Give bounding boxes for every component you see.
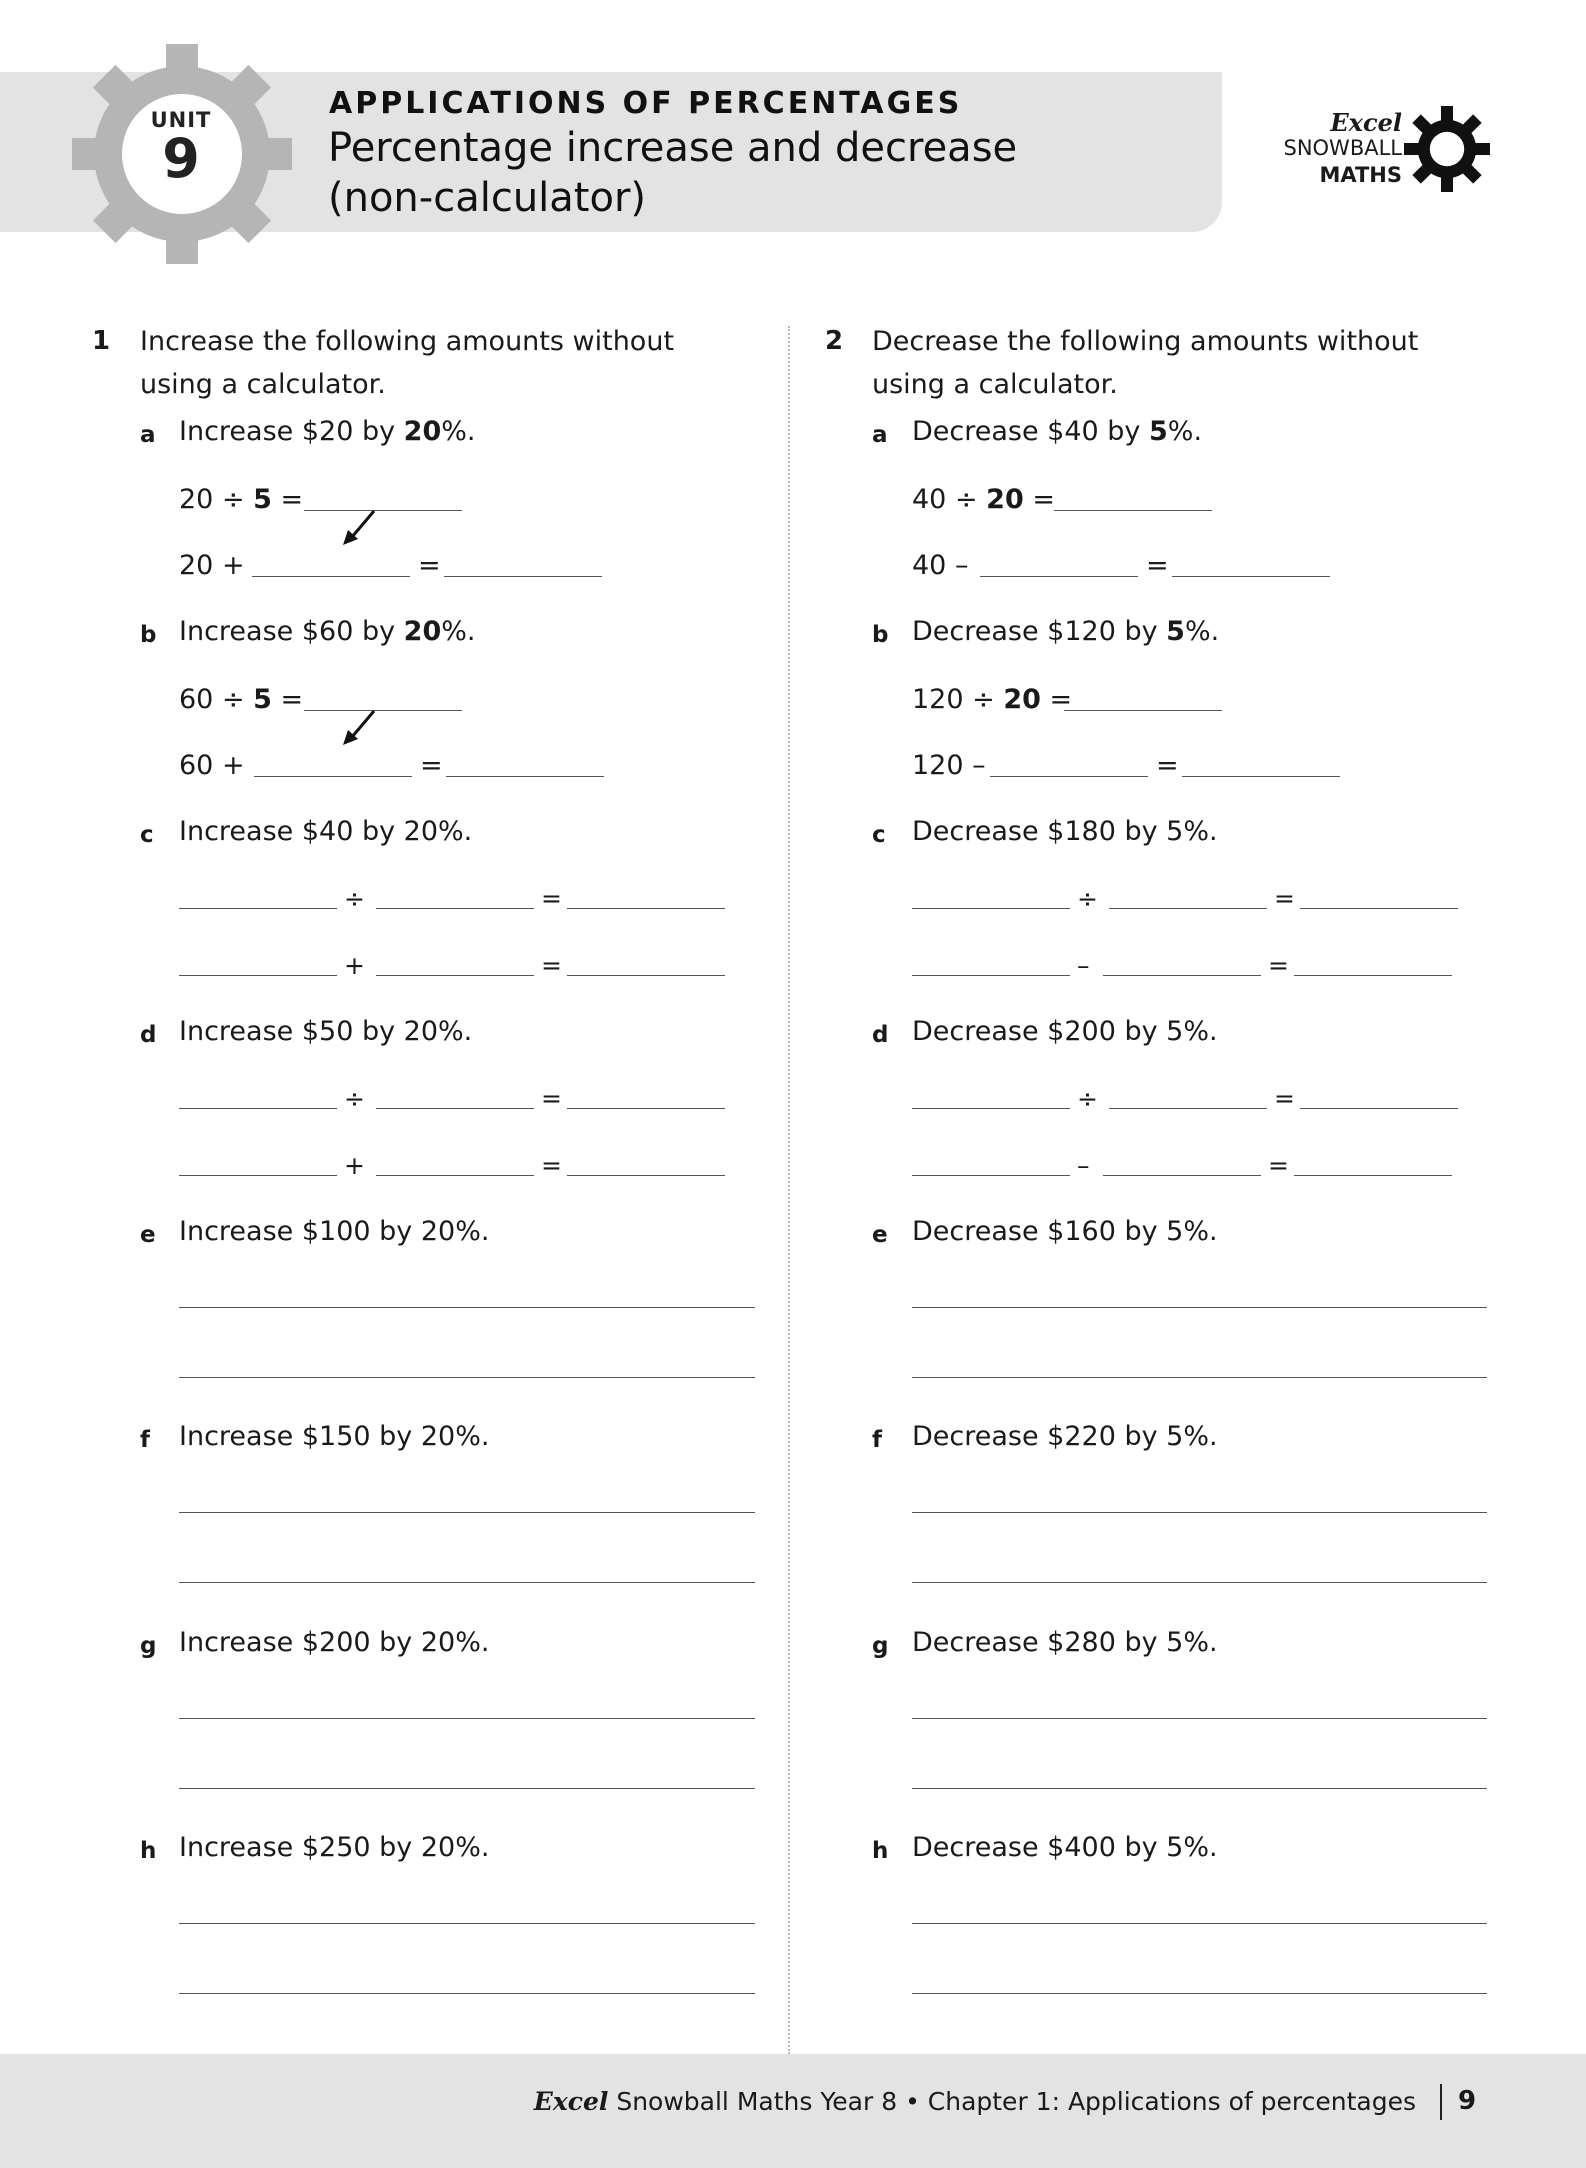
q1c-line-4[interactable] (179, 975, 337, 976)
q1b-step1-answer-line[interactable] (304, 710, 462, 711)
q2a-text-post: %. (1167, 416, 1203, 447)
q1b-letter: b (140, 622, 157, 648)
q2e-text: Decrease $160 by 5%. (912, 1216, 1218, 1247)
q1c-line-6[interactable] (567, 975, 725, 976)
q1a-text (179, 416, 476, 447)
q1f-letter: f (140, 1427, 151, 1453)
q1d-line-5[interactable] (376, 1175, 534, 1176)
q2c-line-5[interactable] (1103, 975, 1261, 976)
q2a-percent: 5 (1149, 416, 1168, 447)
q1c-letter: c (140, 822, 154, 848)
q2a-step1-pre: 40 ÷ (912, 484, 987, 515)
q2d-line-6[interactable] (1294, 1175, 1452, 1176)
q2a-text-pre: Decrease $40 by (912, 416, 1149, 447)
q1h-letter: h (140, 1838, 157, 1864)
q1d-line-6[interactable] (567, 1175, 725, 1176)
q2d-line-3[interactable] (1300, 1108, 1458, 1109)
q1a-letter: a (140, 422, 156, 448)
q1b-step1-eq: = (271, 684, 304, 715)
q2a-letter: a (872, 422, 888, 448)
q1d-divide-symbol: ÷ (344, 1084, 365, 1113)
q1b-percent: 20 (403, 616, 442, 647)
q1c-equals2-symbol: = (541, 951, 562, 980)
q2a-step1-divisor: 20 (986, 484, 1024, 515)
unit-label: UNIT (150, 108, 212, 132)
q2g-letter: g (872, 1633, 889, 1659)
q2b-step1 (912, 684, 1072, 715)
q2c-equals-symbol: = (1274, 884, 1295, 913)
q2h-answer-line1[interactable] (912, 1923, 1487, 1924)
q2b-letter: b (872, 622, 889, 648)
q1a-text-post: %. (441, 416, 476, 447)
q1b-text (179, 616, 476, 647)
q2d-line-4[interactable] (912, 1175, 1070, 1176)
page-number: 9 (1458, 2086, 1477, 2116)
q2c-minus-symbol: – (1077, 951, 1090, 980)
q1c-line-3[interactable] (567, 908, 725, 909)
q2d-divide-symbol: ÷ (1077, 1084, 1098, 1113)
q1d-line-1[interactable] (179, 1108, 337, 1109)
q2b-step1-answer-line[interactable] (1064, 710, 1222, 711)
q2f-answer-line2[interactable] (912, 1582, 1487, 1583)
q2-instruction (872, 320, 1492, 406)
q2g-answer-line2[interactable] (912, 1788, 1487, 1789)
q2a-step2-pre: 40 – (912, 550, 969, 581)
q2b-step1-pre: 120 ÷ (912, 684, 1004, 715)
q2d-text: Decrease $200 by 5%. (912, 1016, 1218, 1047)
q1e-text: Increase $100 by 20%. (179, 1216, 490, 1247)
q2c-line-6[interactable] (1294, 975, 1452, 976)
q2f-answer-line1[interactable] (912, 1512, 1487, 1513)
q2d-minus-symbol: – (1077, 1151, 1090, 1180)
q1a-step2-eq: = (418, 550, 441, 581)
q1h-answer-line2[interactable] (179, 1993, 755, 1994)
q2d-line-2[interactable] (1109, 1108, 1267, 1109)
q2e-answer-line1[interactable] (912, 1307, 1487, 1308)
q2-number: 2 (825, 326, 844, 356)
footer-chapter: Chapter 1: Applications of percentages (927, 2087, 1416, 2116)
q2g-text: Decrease $280 by 5%. (912, 1627, 1218, 1658)
q2b-percent: 5 (1166, 616, 1185, 647)
q2-instruction-line1: Decrease the following amounts without (872, 326, 1419, 357)
unit-number: 9 (162, 127, 200, 190)
q2b-text (912, 616, 1219, 647)
q2c-text: Decrease $180 by 5%. (912, 816, 1218, 847)
q1a-percent: 20 (403, 416, 442, 447)
q1b-step2-answer-line2[interactable] (446, 776, 604, 777)
q1a-step2-pre: 20 + (179, 550, 245, 581)
q2c-letter: c (872, 822, 886, 848)
q2c-line-4[interactable] (912, 975, 1070, 976)
q2h-answer-line2[interactable] (912, 1993, 1487, 1994)
q2g-answer-line1[interactable] (912, 1718, 1487, 1719)
q1e-letter: e (140, 1222, 156, 1248)
q2b-step2-pre: 120 – (912, 750, 986, 781)
page-title-line1: Percentage increase and decrease (328, 125, 1018, 171)
column-divider (788, 326, 790, 2054)
q1f-answer-line1[interactable] (179, 1512, 755, 1513)
q2e-answer-line2[interactable] (912, 1377, 1487, 1378)
q1a-text-pre: Increase $20 by (179, 416, 404, 447)
q1a-step1-pre: 20 ÷ (179, 484, 254, 515)
q1d-line-4[interactable] (179, 1175, 337, 1176)
q1d-equals2-symbol: = (541, 1151, 562, 1180)
q1a-step1-eq: = (271, 484, 304, 515)
q1-instruction-line1: Increase the following amounts without (140, 326, 675, 357)
q1d-line-2[interactable] (376, 1108, 534, 1109)
q1d-line-3[interactable] (567, 1108, 725, 1109)
q2a-step2-answer-line2[interactable] (1172, 576, 1330, 577)
footer-text (300, 2087, 1416, 2116)
q1c-line-2[interactable] (376, 908, 534, 909)
q1b-step2-answer-line1[interactable] (254, 776, 412, 777)
brand-maths: MATHS (1319, 163, 1402, 187)
q2b-text-pre: Decrease $120 by (912, 616, 1167, 647)
q2e-letter: e (872, 1222, 888, 1248)
q1g-answer-line2[interactable] (179, 1788, 755, 1789)
brand-snowball: SNOWBALL (1283, 136, 1402, 160)
topic-heading: APPLICATIONS OF PERCENTAGES (329, 86, 963, 121)
q2a-step2-eq: = (1146, 550, 1169, 581)
q1b-arrow-icon (340, 708, 380, 748)
q1b-step2-pre: 60 + (179, 750, 245, 781)
q1a-step2-answer-line1[interactable] (252, 576, 410, 577)
q1c-text: Increase $40 by 20%. (179, 816, 473, 847)
q2c-line-3[interactable] (1300, 908, 1458, 909)
q2d-line-1[interactable] (912, 1108, 1070, 1109)
q2d-letter: d (872, 1022, 889, 1048)
q1d-equals-symbol: = (541, 1084, 562, 1113)
q2d-equals-symbol: = (1274, 1084, 1295, 1113)
q1b-text-post: %. (441, 616, 476, 647)
q1g-letter: g (140, 1633, 157, 1659)
q2c-equals2-symbol: = (1268, 951, 1289, 980)
footer-divider (1440, 2084, 1442, 2120)
q2a-text (912, 416, 1202, 447)
q1b-text-pre: Increase $60 by (179, 616, 404, 647)
q1g-text: Increase $200 by 20%. (179, 1627, 490, 1658)
q2f-text: Decrease $220 by 5%. (912, 1421, 1218, 1452)
q1h-text: Increase $250 by 20%. (179, 1832, 490, 1863)
footer-book: Snowball Maths Year 8 (608, 2087, 898, 2116)
q1f-text: Increase $150 by 20%. (179, 1421, 490, 1452)
q1a-step1-divisor: 5 (253, 484, 272, 515)
q1c-divide-symbol: ÷ (344, 884, 365, 913)
footer-excel: Excel (533, 2087, 609, 2116)
q1c-line-1[interactable] (179, 908, 337, 909)
q1a-step1 (179, 484, 303, 515)
q2d-equals2-symbol: = (1268, 1151, 1289, 1180)
q1b-step1-pre: 60 ÷ (179, 684, 254, 715)
q1a-step2-answer-line2[interactable] (444, 576, 602, 577)
brand-gear-icon (1404, 106, 1490, 192)
q2h-letter: h (872, 1838, 889, 1864)
q2a-step1-answer-line[interactable] (1054, 510, 1212, 511)
q1d-plus-symbol: + (344, 1151, 365, 1180)
q2c-divide-symbol: ÷ (1077, 884, 1098, 913)
q1e-answer-line2[interactable] (179, 1377, 755, 1378)
q2-instruction-line2: using a calculator. (872, 369, 1118, 400)
q2b-step1-divisor: 20 (1003, 684, 1041, 715)
brand-excel: Excel (1330, 108, 1402, 137)
q1-number: 1 (92, 326, 111, 356)
q2a-step1-eq: = (1023, 484, 1055, 515)
q1g-answer-line1[interactable] (179, 1718, 755, 1719)
q2b-text-post: %. (1184, 616, 1220, 647)
q2b-step1-eq: = (1040, 684, 1073, 715)
q2b-step2-answer-line2[interactable] (1182, 776, 1340, 777)
q2b-step2-answer-line1[interactable] (990, 776, 1148, 777)
q2d-line-5[interactable] (1103, 1175, 1261, 1176)
q2a-step1 (912, 484, 1055, 515)
q1d-text: Increase $50 by 20%. (179, 1016, 473, 1047)
q1b-step1-divisor: 5 (253, 684, 272, 715)
q2a-step2-answer-line1[interactable] (980, 576, 1138, 577)
q2b-step2-eq: = (1156, 750, 1179, 781)
q1b-step1 (179, 684, 303, 715)
q1c-line-5[interactable] (376, 975, 534, 976)
q1c-equals-symbol: = (541, 884, 562, 913)
q1-instruction (140, 320, 760, 406)
page-title-line2: (non-calculator) (328, 175, 647, 221)
q1a-arrow-icon (340, 508, 380, 548)
footer-separator: • (897, 2087, 928, 2116)
q1d-letter: d (140, 1022, 157, 1048)
q1f-answer-line2[interactable] (179, 1582, 755, 1583)
q1e-answer-line1[interactable] (179, 1307, 755, 1308)
q1h-answer-line1[interactable] (179, 1923, 755, 1924)
q2c-line-2[interactable] (1109, 908, 1267, 909)
q2c-line-1[interactable] (912, 908, 1070, 909)
q1-instruction-line2: using a calculator. (140, 369, 386, 400)
q2f-letter: f (872, 1427, 883, 1453)
q2h-text: Decrease $400 by 5%. (912, 1832, 1218, 1863)
q1c-plus-symbol: + (344, 951, 365, 980)
q1a-step1-answer-line[interactable] (304, 510, 462, 511)
q1b-step2-eq: = (420, 750, 443, 781)
